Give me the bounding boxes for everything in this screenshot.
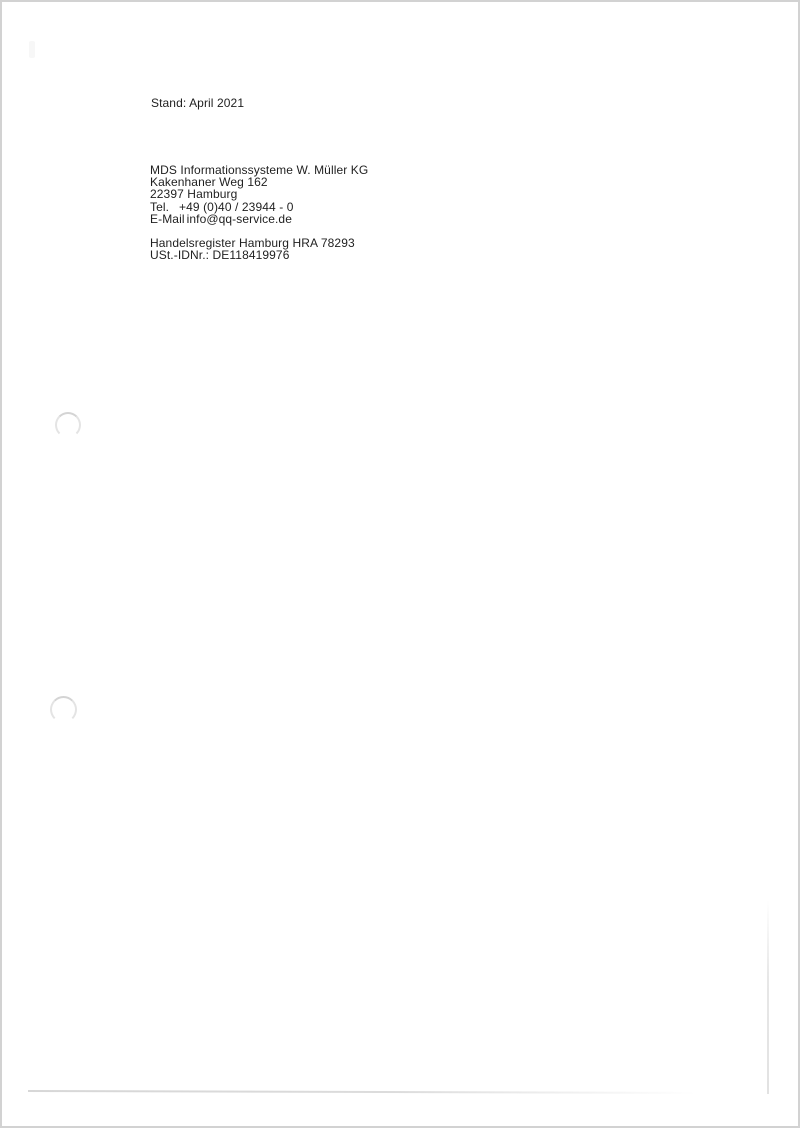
scan-crease-line-bottom: [28, 1090, 696, 1094]
email-label: E-Mail: [150, 211, 185, 226]
page-edge-shadow-right: [767, 900, 769, 1094]
company-address-block: [150, 164, 368, 225]
stand-date-line: Stand: April 2021: [151, 96, 245, 110]
email-line: [150, 213, 368, 225]
company-city: 22397 Hamburg: [150, 187, 238, 202]
scan-smudge-artifact: [29, 41, 35, 58]
phone-label: Tel.: [150, 199, 170, 214]
phone-value: +49 (0)40 / 23944 - 0: [179, 199, 294, 214]
hole-punch-mark-bottom: [50, 696, 77, 723]
email-value: info@qq-service.de: [186, 211, 292, 226]
vat-id-line: USt.-IDNr.: DE118419976: [150, 248, 290, 263]
commercial-register-line: Handelsregister Hamburg HRA 78293: [150, 236, 355, 250]
company-name: MDS Informationssysteme W. Müller KG: [150, 163, 369, 177]
registry-block: [150, 237, 355, 261]
company-street: Kakenhaner Weg 162: [150, 175, 268, 190]
hole-punch-mark-top: [55, 412, 81, 438]
